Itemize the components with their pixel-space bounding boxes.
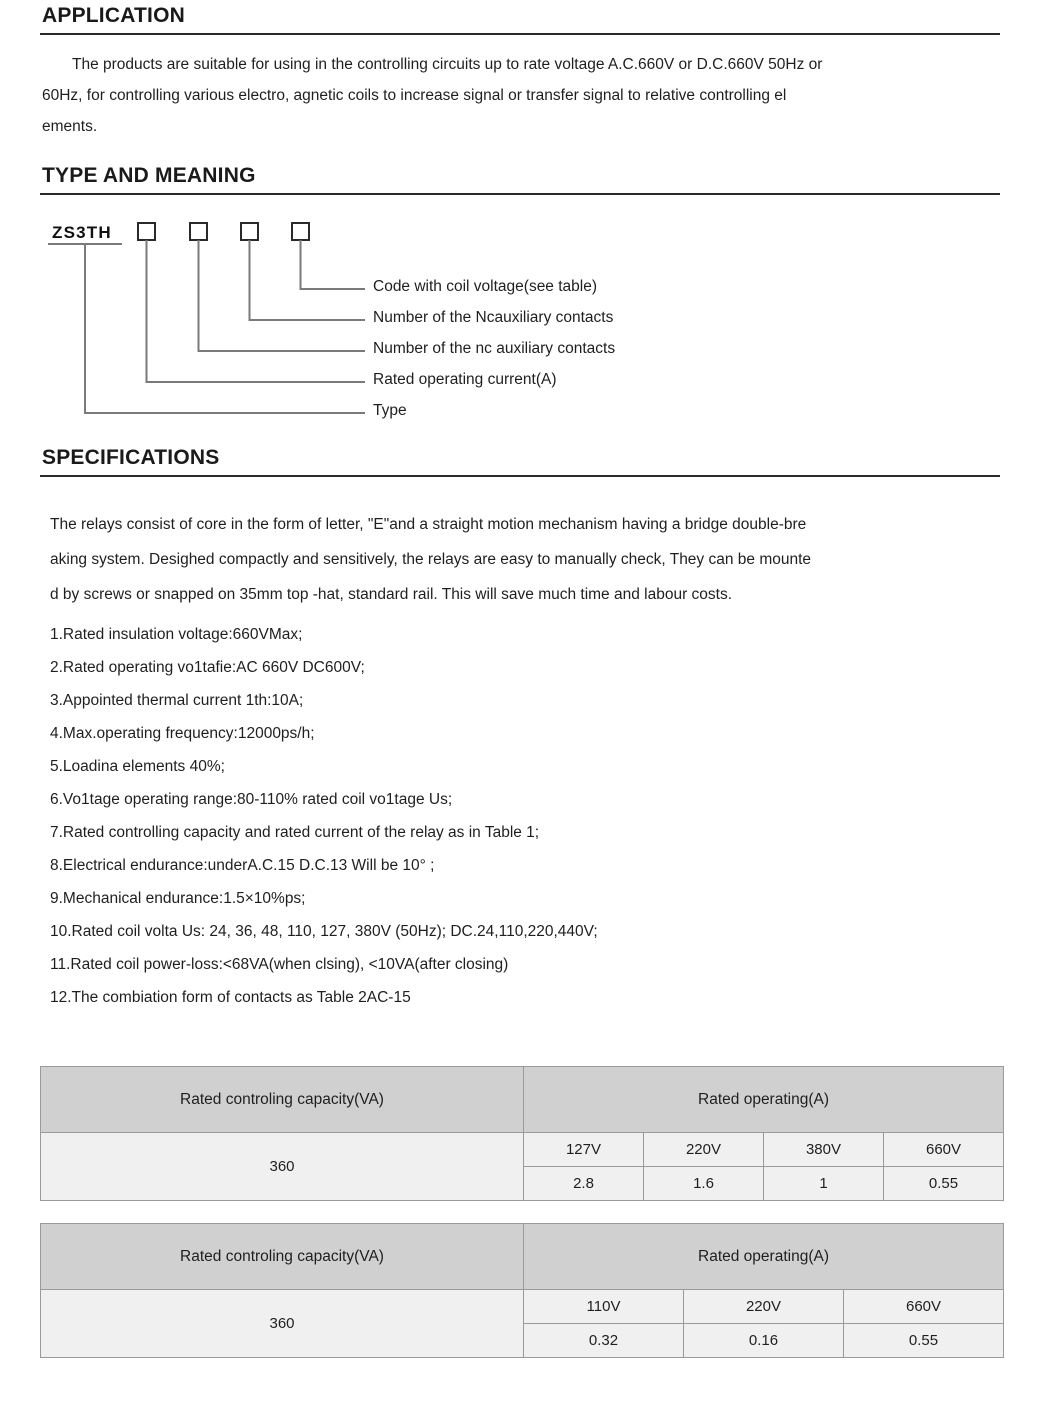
table1-current-cell: 1 [764,1167,884,1201]
table2-current-cell: 0.55 [844,1324,1004,1358]
table2-voltage-cell: 660V [844,1290,1004,1324]
section-specifications [40,442,1000,1014]
table1-capacity-value: 360 [41,1133,524,1201]
type-and-meaning-heading: TYPE AND MEANING [42,164,256,187]
specifications-intro-line-2: aking system. Desighed compactly and sensitively, the relays are easy to manually check, They can be mounte [50,551,812,568]
table2-current-cell: 0.32 [524,1324,684,1358]
table1-current-cell: 2.8 [524,1167,644,1201]
rated-capacity-table-2 [40,1223,1004,1358]
specifications-heading: SPECIFICATIONS [42,446,220,469]
type-designation-diagram [40,217,1000,442]
diagram-label-nc-auxiliary-count: Number of the Ncauxiliary contacts [373,309,614,326]
table1-header-capacity: Rated controling capacity(VA) [41,1067,524,1133]
spec-item: 9.Mechanical endurance:1.5×10%ps; [50,890,306,907]
diagram-leader-lines [40,217,1000,442]
table1-header-operating: Rated operating(A) [524,1067,1004,1133]
spec-item: 12.The combiation form of contacts as Table 2AC-15 [50,989,411,1006]
table1-current-cell: 0.55 [884,1167,1004,1201]
table-row [41,1133,1004,1167]
application-paragraph-line-1: The products are suitable for using in the controlling circuits up to rate voltage A.C.660V or D.C.660V 50Hz or [72,56,823,73]
diagram-label-coil-voltage-code: Code with coil voltage(see table) [373,278,598,295]
table2-header-capacity: Rated controling capacity(VA) [41,1224,524,1290]
table1-voltage-cell: 220V [644,1133,764,1167]
table2-header-operating: Rated operating(A) [524,1224,1004,1290]
section-application [40,0,1000,142]
spec-item: 3.Appointed thermal current 1th:10A; [50,692,304,709]
table2-capacity-value: 360 [41,1290,524,1358]
table2-voltage-cell: 110V [524,1290,684,1324]
diagram-label-type: Type [373,402,407,419]
spec-item: 8.Electrical endurance:underA.C.15 D.C.13 Will be 10° ; [50,857,435,874]
spec-item: 7.Rated controlling capacity and rated current of the relay as in Table 1; [50,824,540,841]
section-type-and-meaning [40,142,1000,442]
spec-item: 10.Rated coil volta Us: 24, 36, 48, 110, 127, 380V (50Hz); DC.24,110,220,440V; [50,923,598,940]
diagram-label-rated-operating-current: Rated operating current(A) [373,371,557,388]
table-header-row [41,1224,1004,1290]
rated-capacity-table-1 [40,1066,1004,1201]
application-paragraph-line-2: 60Hz, for controlling various electro, agnetic coils to increase signal or transfer signal to relative controlling el [42,87,787,104]
specifications-list [40,618,1000,1014]
table2-current-cell: 0.16 [684,1324,844,1358]
table1-voltage-cell: 660V [884,1133,1004,1167]
specifications-intro-line-3: d by screws or snapped on 35mm top -hat, standard rail. This will save much time and labour costs. [50,586,733,603]
table2-voltage-cell: 220V [684,1290,844,1324]
table1-voltage-cell: 127V [524,1133,644,1167]
table-header-row [41,1067,1004,1133]
spec-item: 6.Vo1tage operating range:80-110% rated coil vo1tage Us; [50,791,453,808]
spec-item: 1.Rated insulation voltage:660VMax; [50,626,303,643]
table1-current-cell: 1.6 [644,1167,764,1201]
spec-item: 2.Rated operating vo1tafie:AC 660V DC600V; [50,659,365,676]
diagram-label-nc-auxiliary-contacts: Number of the nc auxiliary contacts [373,340,616,357]
model-code-label: ZS3TH [52,223,112,242]
spec-item: 4.Max.operating frequency:12000ps/h; [50,725,315,742]
application-heading: APPLICATION [42,4,185,27]
table1-voltage-cell: 380V [764,1133,884,1167]
table-row [41,1290,1004,1324]
spec-item: 5.Loadina elements 40%; [50,758,225,775]
spec-item: 11.Rated coil power-loss:<68VA(when clsing), <10VA(after closing) [50,956,509,973]
specifications-intro-line-1: The relays consist of core in the form of letter, "E"and a straight motion mechanism having a bridge double-bre [50,516,807,533]
application-paragraph-line-3: ements. [42,118,98,135]
